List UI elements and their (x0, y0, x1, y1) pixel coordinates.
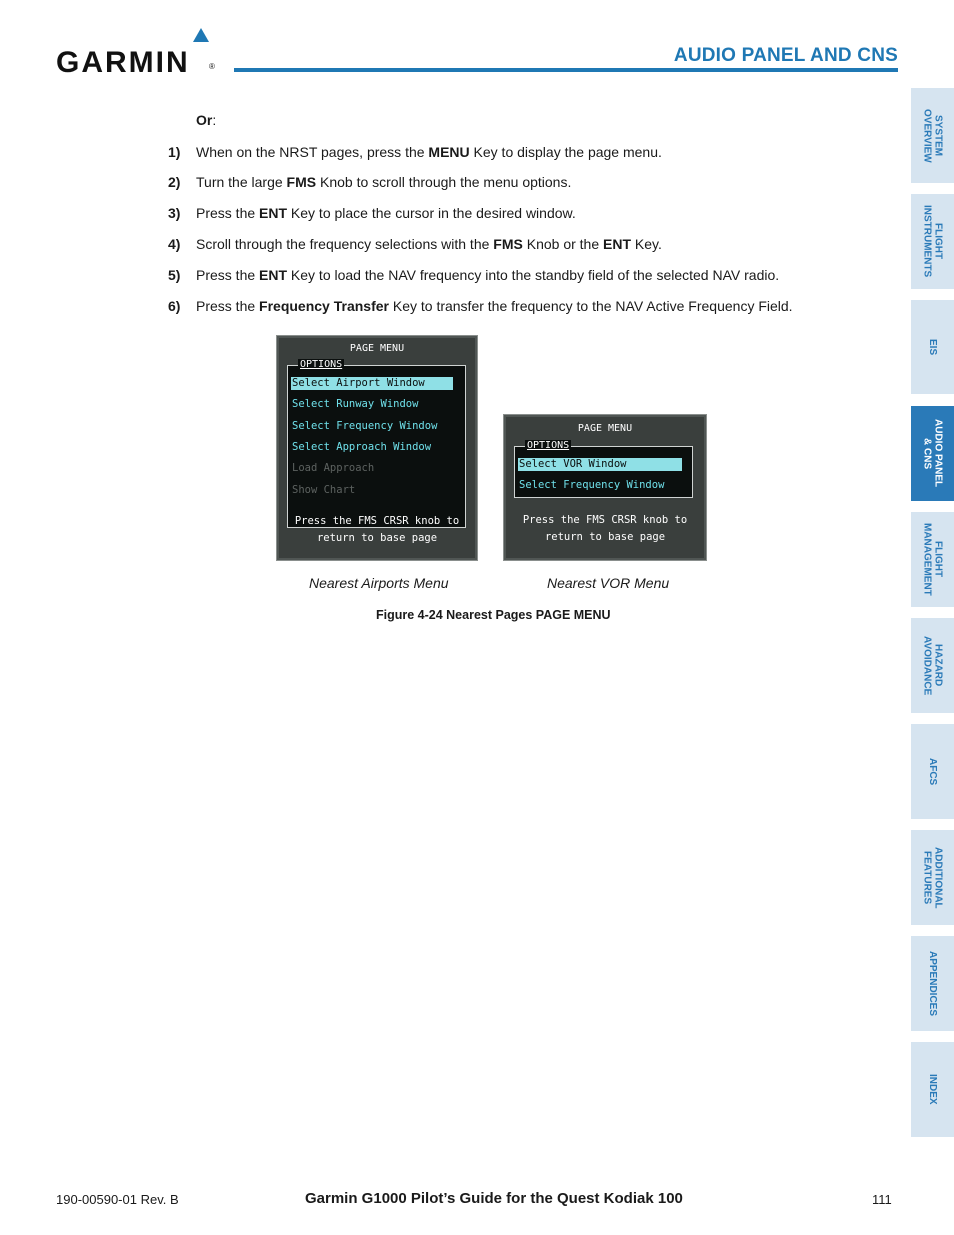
tab-label: ADDITIONAL FEATURES (921, 846, 944, 909)
tab-label: FLIGHT MANAGEMENT (921, 523, 944, 596)
logo-triangle-icon (193, 28, 209, 42)
step-text (196, 235, 662, 253)
step-text-run: When on the NRST pages, press the (196, 144, 429, 160)
or-colon: : (212, 112, 217, 128)
step-text-run: Knob to scroll through the menu options. (316, 174, 572, 190)
menu-item-select-frequency-window[interactable]: Select Frequency Window (519, 479, 665, 491)
tab-eis[interactable] (911, 300, 954, 394)
menu-item-select-frequency-window[interactable]: Select Frequency Window (292, 420, 438, 432)
step-number: 4) (168, 236, 181, 252)
step-key-name: ENT (259, 267, 288, 283)
garmin-logo (56, 28, 216, 79)
step-text (196, 266, 779, 284)
tab-flight-management[interactable] (911, 512, 954, 607)
footer-line-2: return to base page (544, 531, 666, 543)
step-text-run: Key. (631, 236, 662, 252)
step-number: 5) (168, 267, 181, 283)
step-text-run: Key to place the cursor in the desired window. (287, 205, 576, 221)
screen-footer (277, 513, 477, 547)
step-number: 2) (168, 174, 181, 190)
step-text-run: Knob or the (522, 236, 604, 252)
step-text (196, 143, 662, 161)
step-key-name: ENT (603, 236, 632, 252)
step-key-name: ENT (259, 205, 288, 221)
step-text-run: Key to transfer the frequency to the NAV Active Frequency Field. (388, 298, 793, 314)
book-title: Garmin G1000 Pilot’s Guide for the Quest Kodiak 100 (305, 1190, 683, 1207)
nearest-airports-menu-screen (276, 335, 478, 561)
nearest-vor-menu-screen (503, 414, 707, 561)
menu-item-load-approach: Load Approach (292, 462, 375, 474)
step-number: 6) (168, 298, 181, 314)
tab-audio-panel-cns[interactable] (911, 406, 954, 501)
menu-item-select-airport-window[interactable]: Select Airport Window (291, 377, 453, 390)
tab-afcs[interactable] (911, 724, 954, 819)
page-number: 111 (872, 1192, 892, 1207)
menu-item-select-vor-window[interactable]: Select VOR Window (518, 458, 682, 471)
figure-title: Figure 4-24 Nearest Pages PAGE MENU (376, 608, 611, 622)
tab-label: HAZARD AVOIDANCE (921, 635, 944, 696)
step-text (196, 297, 793, 315)
step-text-run: Key to display the page menu. (469, 144, 662, 160)
footer-line-1: Press the FMS CRSR knob to (522, 514, 688, 526)
step-text-run: Key to load the NAV frequency into the standby field of the selected NAV radio. (287, 267, 780, 283)
tab-flight-instruments[interactable] (911, 194, 954, 289)
options-label: OPTIONS (527, 440, 570, 451)
document-number: 190-00590-01 Rev. B (56, 1192, 179, 1207)
step-key-name: FMS (493, 236, 523, 252)
step-key-name: MENU (428, 144, 470, 160)
options-box (287, 359, 466, 528)
screen-title: PAGE MENU (577, 423, 633, 434)
section-title: AUDIO PANEL AND CNS (673, 45, 898, 66)
step-text-run: Press the (196, 267, 260, 283)
step-text-run: Turn the large (196, 174, 287, 190)
options-label: OPTIONS (300, 359, 343, 370)
tab-appendices[interactable] (911, 936, 954, 1031)
menu-item-select-runway-window[interactable]: Select Runway Window (292, 398, 419, 410)
step-number: 1) (168, 144, 181, 160)
caption-nearest-vor: Nearest VOR Menu (547, 575, 670, 591)
step-key-name: FMS (286, 174, 317, 190)
tab-hazard-avoidance[interactable] (911, 618, 954, 713)
options-box (514, 440, 693, 498)
header-rule (234, 68, 898, 72)
footer-line-2: return to base page (316, 532, 438, 544)
tab-label: FLIGHT INSTRUMENTS (921, 205, 944, 278)
tab-system-overview[interactable] (911, 88, 954, 183)
tab-label: INDEX (927, 1074, 938, 1105)
or-word: Or (196, 112, 213, 128)
step-text (196, 204, 576, 222)
step-text-run: Press the (196, 205, 260, 221)
or-label (196, 112, 216, 128)
tab-label: APPENDICES (927, 950, 938, 1016)
step-key-name: Frequency Transfer (259, 298, 389, 314)
step-text (196, 173, 571, 191)
menu-item-select-approach-window[interactable]: Select Approach Window (292, 441, 432, 453)
step-text-run: Press the (196, 298, 260, 314)
menu-item-show-chart: Show Chart (292, 484, 356, 496)
step-number: 3) (168, 205, 181, 221)
caption-nearest-airports: Nearest Airports Menu (309, 575, 449, 591)
screen-title: PAGE MENU (349, 343, 405, 354)
step-text-run: Scroll through the frequency selections with the (196, 236, 494, 252)
tab-label: AUDIO PANEL & CNS (921, 419, 944, 488)
logo-wordmark: GARMIN (56, 46, 190, 79)
screen-footer (504, 512, 706, 546)
tab-label: EIS (927, 338, 938, 356)
logo-registered-mark: ® (209, 62, 215, 71)
tab-label: AFCS (927, 757, 938, 786)
footer-line-1: Press the FMS CRSR knob to (294, 515, 460, 527)
tab-index[interactable] (911, 1042, 954, 1137)
tab-additional-features[interactable] (911, 830, 954, 925)
tab-label: SYSTEM OVERVIEW (921, 108, 944, 163)
